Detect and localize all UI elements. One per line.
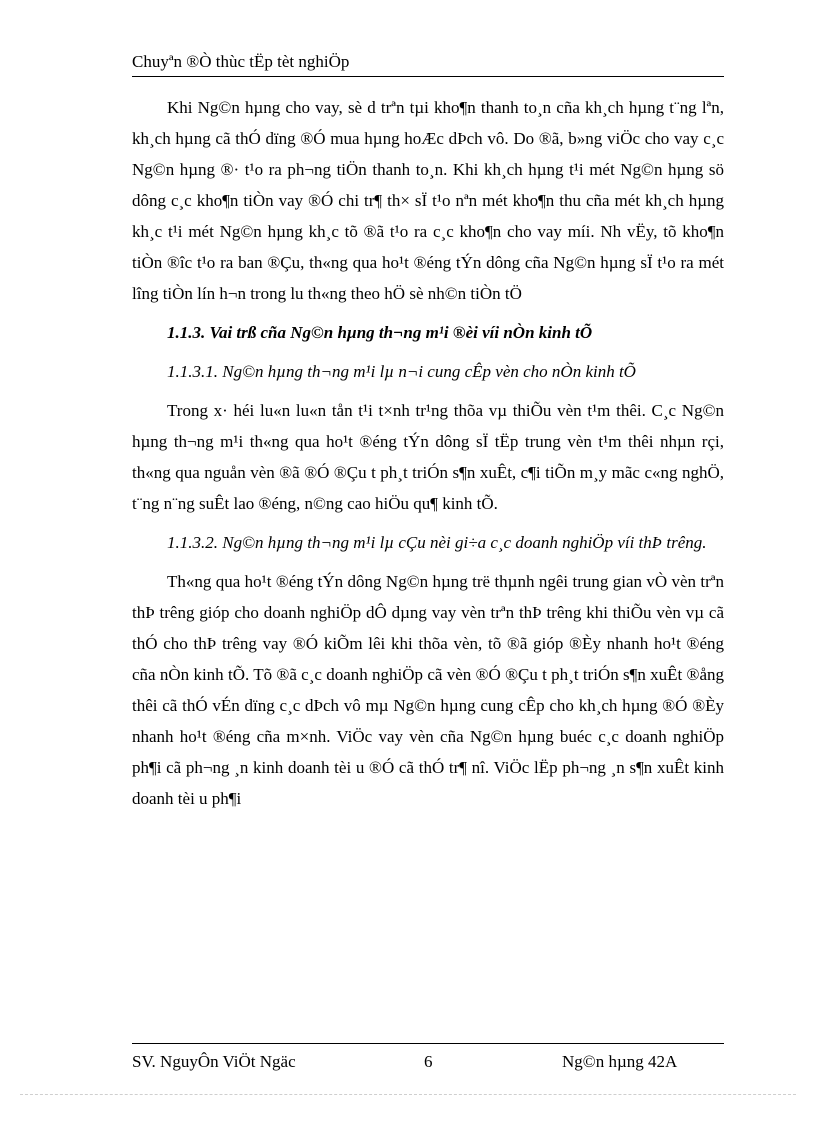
footer-author: SV. NguyÔn ViÖt Ngäc: [132, 1052, 296, 1071]
footer-page-number: 6: [424, 1052, 433, 1071]
page-header-title: Chuyªn ®Ò thùc tËp tèt nghiÖp: [132, 52, 350, 71]
paragraph-bridge: Th«ng qua ho¹t ®éng tÝn dông Ng©n hµng trë thµnh ngêi trung gian vÒ vèn trªn thÞ trêng gióp cho doanh nghiÖp dÔ dµng vay vèn trªn thÞ trêng khi thiÕu vèn vµ cã thÓ cho thÞ trêng vay ®Ó kiÕm lêi khi thõa vèn, tõ ®ã gióp ®Èy nhanh ho¹t ®éng cña nÒn kinh tÕ. Tõ ®ã c¸c doanh nghiÖp cã vèn ®Ó ®Çu t ph¸t triÓn s¶n xuÊt ®ång thêi cã thÓ vÉn dïng c¸c dÞch vô mµ Ng©n hµng cung cÊp cho kh¸ch hµng ®Ó ®Èy nhanh ho¹t ®éng cña m×nh. ViÖc vay vèn cña Ng©n hµng buéc c¸c doanh nghiÖp ph¶i cã ph¬ng ¸n kinh doanh tèi u ®Ó cã thÓ tr¶ nî. ViÖc lËp ph¬ng ¸n s¶n xuÊt kinh doanh tèi u ph¶i: [132, 572, 724, 808]
section-heading-role: 1.1.3. Vai trß cña Ng©n hµng th¬ng m¹i ®èi víi nÒn kinh tÕ: [167, 323, 593, 342]
subsection-heading-bridge: 1.1.3.2. Ng©n hµng th¬ng m¹i lµ cÇu nèi gi÷a c¸c doanh nghiÖp víi thÞ trêng.: [167, 533, 707, 552]
header-divider: [132, 76, 724, 77]
subsection-heading-capital-supply: 1.1.3.1. Ng©n hµng th¬ng m¹i lµ n¬i cung cÊp vèn cho nÒn kinh tÕ: [167, 362, 636, 381]
page-edge-divider: [20, 1094, 796, 1095]
footer-divider: [132, 1043, 724, 1044]
paragraph-capital-supply: Trong x· héi lu«n lu«n tån t¹i t×nh tr¹ng thõa vµ thiÕu vèn t¹m thêi. C¸c Ng©n hµng th¬ng m¹i th«ng qua ho¹t ®éng tÝn dông sÏ tËp trung vèn t¹m thêi nhµn rçi, th«ng qua nguån vèn ®ã ®Ó ®Çu t ph¸t triÓn s¶n xuÊt, c¶i tiÕn m¸y mãc c«ng nghÖ, t¨ng n¨ng suÊt lao ®éng, n©ng cao hiÖu qu¶ kinh tÕ.: [132, 401, 724, 513]
footer-class-name: Ng©n hµng 42A: [562, 1052, 678, 1071]
document-body: [132, 92, 724, 814]
paragraph-credit-money-creation: Khi Ng©n hµng cho vay, sè d trªn tµi kho¶n thanh to¸n cña kh¸ch hµng t¨ng lªn, kh¸ch hµng cã thÓ dïng ®Ó mua hµng hoÆc dÞch vô. Do ®ã, b»ng viÖc cho vay c¸c Ng©n hµng ®· t¹o ra ph¬ng tiÖn thanh to¸n. Khi kh¸ch hµng t¹i mét Ng©n hµng sö dông c¸c kho¶n tiÒn vay ®Ó chi tr¶ th× sÏ t¹o nªn mét kho¶n thu cña mét kh¸ch hµng kh¸c t¹i mét Ng©n hµng kh¸c tõ ®ã t¹o ra c¸c kho¶n cho vay míi. Nh vËy, tõ kho¶n tiÒn ®îc t¹o ra ban ®Çu, th«ng qua ho¹t ®éng tÝn dông cña Ng©n hµng sÏ t¹o ra mét lîng tiÒn lín h¬n trong lu th«ng theo hÖ sè nh©n tiÒn tÖ: [132, 98, 724, 303]
